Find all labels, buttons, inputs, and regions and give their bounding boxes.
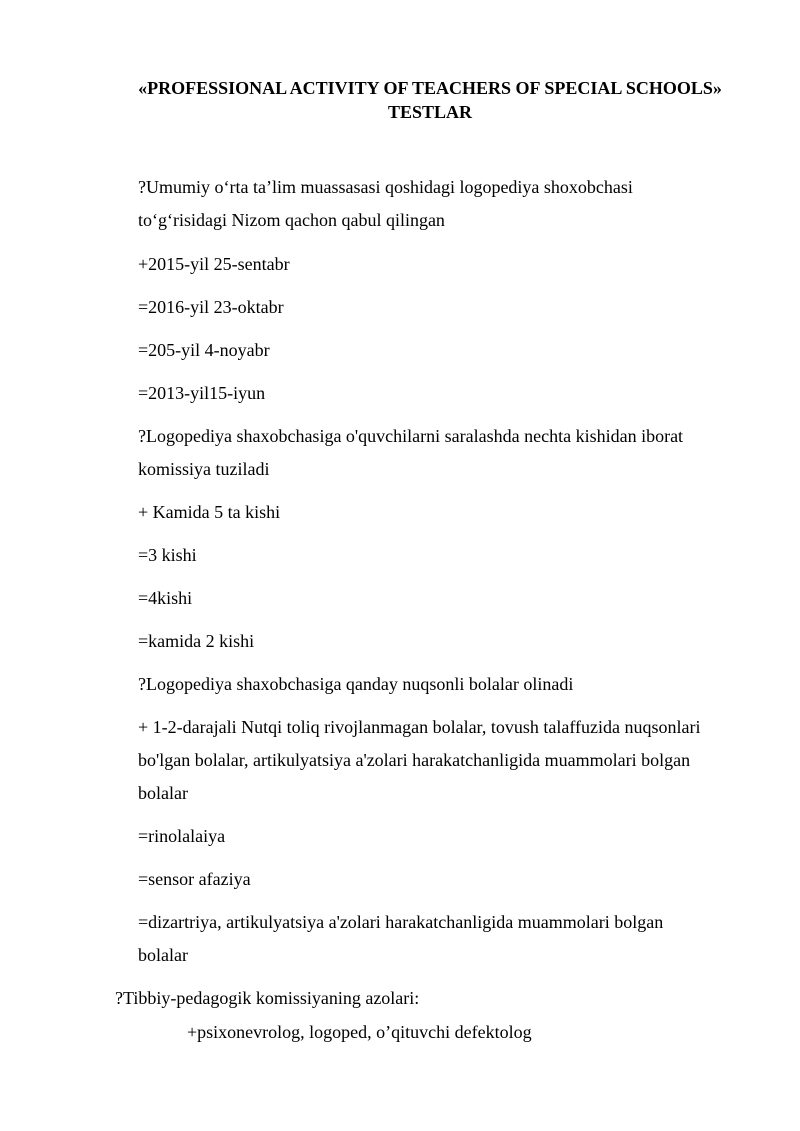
answer-option-3d-line-1: =dizartriya, artikulyatsiya a'zolari harakatchanligida muammolari bolgan [138, 912, 664, 932]
question-3: ?Logopediya shaxobchasiga qanday nuqsonli bolalar olinadi [138, 674, 574, 694]
answer-option-1b: =2016-yil 23-oktabr [138, 297, 284, 317]
answer-correct-1: +2015-yil 25-sentabr [138, 254, 290, 274]
question-2-line-1: ?Logopediya shaxobchasiga o'quvchilarni saralashda nechta kishidan iborat [138, 426, 684, 446]
answer-correct-3-line-1: + 1-2-darajali Nutqi toliq rivojlanmagan bolalar, tovush talaffuzida nuqsonlari [138, 717, 701, 737]
answer-correct-3-line-2: bo'lgan bolalar, artikulyatsiya a'zolari harakatchanligida muammolari bolgan [138, 750, 691, 770]
answer-option-1d: =2013-yil15-iyun [138, 383, 266, 403]
question-2-line-2: komissiya tuziladi [138, 459, 270, 479]
answer-option-3b: =rinolalaiya [138, 826, 226, 846]
question-1-line-1: ?Umumiy o‘rta ta’lim muassasasi qoshidagi logopediya shoxobchasi [138, 177, 633, 197]
title-line-1: «PROFESSIONAL ACTIVITY OF TEACHERS OF SPECIAL SCHOOLS» [138, 78, 722, 98]
answer-option-1c: =205-yil 4-noyabr [138, 340, 270, 360]
question-4: ?Tibbiy-pedagogik komissiyaning azolari: [115, 988, 420, 1008]
answer-option-2c: =4kishi [138, 588, 193, 608]
document-title [0, 76, 800, 124]
answer-option-3c: =sensor afaziya [138, 869, 251, 889]
answer-option-2d: =kamida 2 kishi [138, 631, 255, 651]
answer-correct-3-line-3: bolalar [138, 783, 188, 803]
answer-option-2b: =3 kishi [138, 545, 197, 565]
answer-option-3d-line-2: bolalar [138, 945, 188, 965]
answer-correct-2: + Kamida 5 ta kishi [138, 502, 281, 522]
title-line-2: TESTLAR [387, 102, 473, 122]
answer-correct-4: +psixonevrolog, logoped, o’qituvchi defektolog [187, 1022, 532, 1042]
question-1-line-2: to‘g‘risidagi Nizom qachon qabul qilingan [138, 210, 445, 230]
